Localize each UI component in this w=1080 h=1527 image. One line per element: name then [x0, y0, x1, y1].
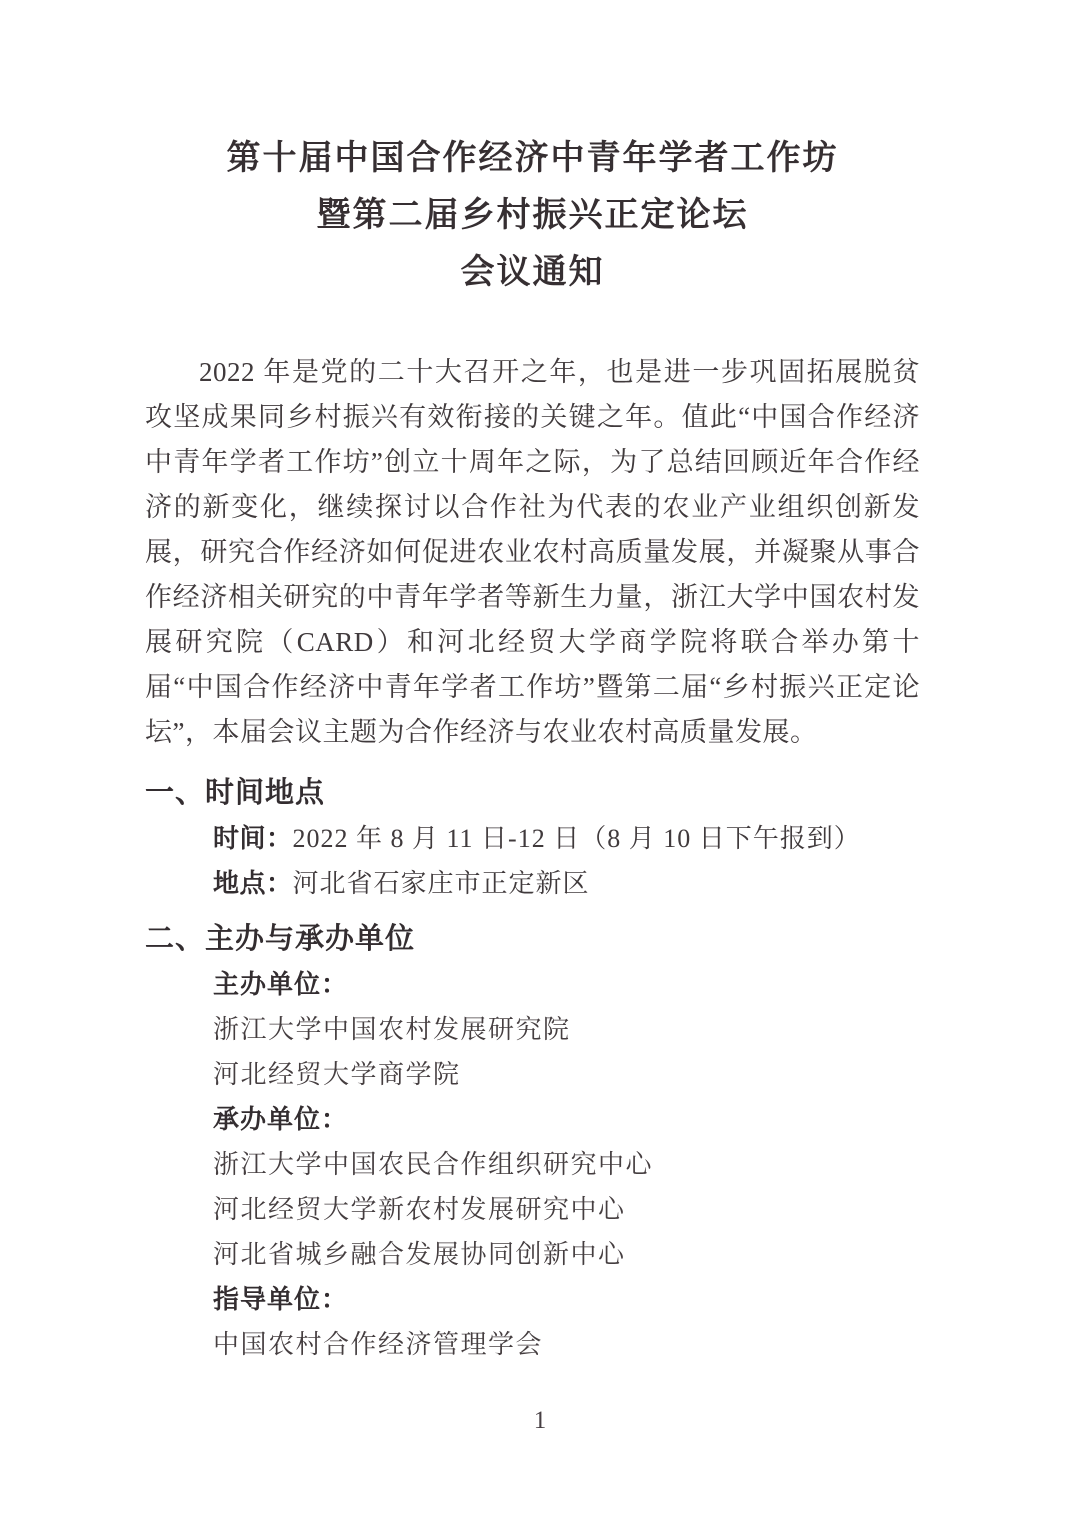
- document-title: [145, 0, 920, 301]
- title-line-2: 暨第二届乡村振兴正定论坛: [316, 196, 749, 234]
- host-units-label: 主办单位：: [213, 969, 349, 999]
- guidance-units-label: 指导单位：: [213, 1284, 349, 1314]
- title-line-3: 会议通知: [460, 253, 605, 291]
- document-body: [145, 0, 920, 1367]
- place-value: 河北省石家庄市正定新区: [292, 869, 590, 898]
- host-unit-item: 河北经贸大学商学院: [213, 1060, 461, 1089]
- guidance-unit-item: 中国农村合作经济管理学会: [213, 1330, 544, 1359]
- undertaking-unit-item: 河北经贸大学新农村发展研究中心: [213, 1195, 626, 1224]
- place-row: [145, 861, 920, 906]
- host-unit-item: 浙江大学中国农村发展研究院: [213, 1015, 571, 1044]
- title-line-1: 第十届中国合作经济中青年学者工作坊: [226, 139, 839, 177]
- section-heading-time-place: 一、时间地点: [145, 777, 326, 809]
- undertaking-units-label: 承办单位：: [213, 1104, 349, 1134]
- place-label: 地点：: [213, 868, 293, 898]
- intro-paragraph: 2022 年是党的二十大召开之年，也是进一步巩固拓展脱贫攻坚成果同乡村振兴有效衔接的关键之年。值此“中国合作经济中青年学者工作坊”创立十周年之际，为了总结回顾近年合作经济的新变化，继续探讨以合作社为代表的农业产业组织创新发展，研究合作经济如何促进农业农村高质量发展，并凝聚从事合作经济相关研究的中青年学者等新生力量，浙江大学中国农村发展研究院（CARD）和河北经贸大学商学院将联合举办第十届“中国合作经济中青年学者工作坊”暨第二届“乡村振兴正定论坛”，本届会议主题为合作经济与农业农村高质量发展。: [145, 357, 920, 747]
- undertaking-unit-item: 浙江大学中国农民合作组织研究中心: [213, 1150, 654, 1179]
- section-heading-organizers: 二、主办与承办单位: [145, 923, 416, 955]
- undertaking-unit-item: 河北省城乡融合发展协同创新中心: [213, 1240, 626, 1269]
- page-number: 1: [533, 1407, 547, 1434]
- time-label: 时间：: [213, 823, 293, 853]
- time-value: 2022 年 8 月 11 日-12 日（8 月 10 日下午报到）: [292, 824, 861, 853]
- time-row: [145, 816, 920, 861]
